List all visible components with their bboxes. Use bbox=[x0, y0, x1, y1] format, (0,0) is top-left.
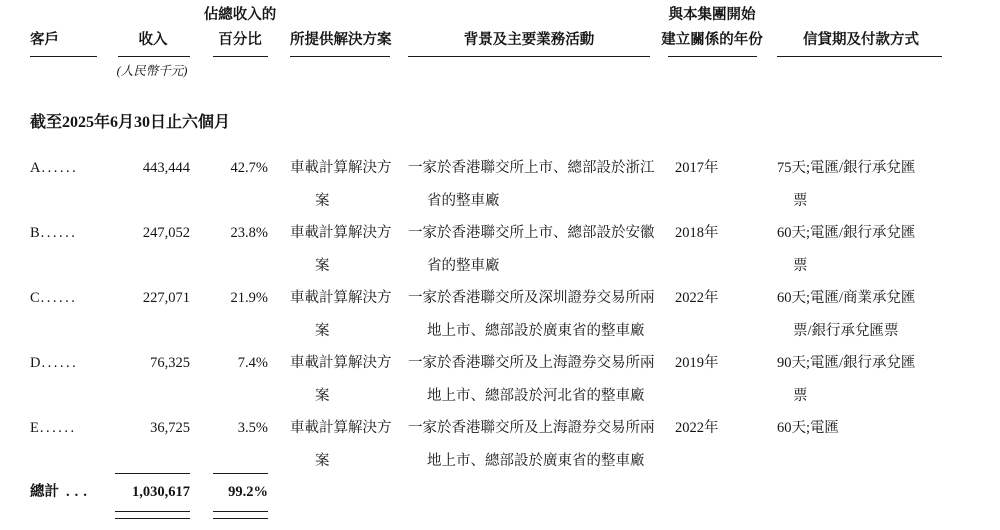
year-cell: 2017年 bbox=[675, 160, 719, 176]
leader-dots: ...... bbox=[40, 290, 78, 306]
percent-cell: 3.5% bbox=[237, 420, 268, 436]
year-cell: 2019年 bbox=[675, 355, 719, 371]
background-line: 一家於香港聯交所及上海證券交易所兩 bbox=[408, 355, 655, 371]
credit-line: 75天;電匯/銀行承兌匯 bbox=[777, 160, 916, 176]
credit-cell bbox=[777, 282, 942, 348]
total-row bbox=[0, 476, 1000, 509]
credit-line: 票 bbox=[793, 258, 808, 274]
divider bbox=[115, 511, 190, 512]
background-cell bbox=[408, 152, 655, 218]
solution-line: 案 bbox=[315, 388, 330, 404]
background-line: 地上市、總部設於河北省的整車廠 bbox=[427, 388, 645, 404]
customer-letter: B bbox=[30, 225, 40, 241]
divider bbox=[213, 56, 268, 57]
credit-line: 60天;電匯 bbox=[777, 420, 840, 436]
col-header-year-line2: 建立關係的年份 bbox=[661, 32, 763, 48]
solution-cell bbox=[290, 152, 390, 218]
credit-line: 60天;電匯/商業承兌匯 bbox=[777, 290, 916, 306]
percent-cell: 23.8% bbox=[230, 225, 268, 241]
credit-line: 票 bbox=[793, 193, 808, 209]
credit-cell bbox=[777, 347, 942, 413]
total-label-cell bbox=[30, 476, 120, 509]
customer-cell bbox=[30, 347, 97, 380]
total-percent-cell: 99.2% bbox=[228, 484, 268, 500]
leader-dots: ... bbox=[66, 484, 92, 500]
table-row bbox=[0, 347, 1000, 412]
col-header-solution: 所提供解決方案 bbox=[290, 32, 392, 48]
credit-cell bbox=[777, 217, 942, 283]
divider bbox=[115, 518, 190, 519]
customer-cell bbox=[30, 217, 97, 250]
background-cell bbox=[408, 412, 655, 478]
background-line: 地上市、總部設於廣東省的整車廠 bbox=[427, 453, 645, 469]
solution-line: 車載計算解決方 bbox=[290, 160, 392, 176]
table-row bbox=[0, 282, 1000, 347]
divider bbox=[213, 473, 268, 474]
customer-letter: C bbox=[30, 290, 40, 306]
solution-line: 車載計算解決方 bbox=[290, 355, 392, 371]
revenue-cell: 247,052 bbox=[142, 225, 190, 241]
solution-line: 案 bbox=[315, 258, 330, 274]
col-header-credit: 信貸期及付款方式 bbox=[803, 32, 919, 48]
col-header-year-line1: 與本集團開始 bbox=[668, 7, 756, 23]
solution-line: 車載計算解決方 bbox=[290, 290, 392, 306]
currency-unit-note: (人民幣千元) bbox=[116, 64, 188, 78]
background-line: 一家於香港聯交所上市、總部設於浙江 bbox=[408, 160, 655, 176]
credit-line: 60天;電匯/銀行承兌匯 bbox=[777, 225, 916, 241]
customer-cell bbox=[30, 412, 97, 445]
year-cell: 2022年 bbox=[675, 420, 719, 436]
solution-line: 案 bbox=[315, 193, 330, 209]
solution-cell bbox=[290, 347, 390, 413]
percent-cell: 21.9% bbox=[230, 290, 268, 306]
year-cell: 2018年 bbox=[675, 225, 719, 241]
background-line: 一家於香港聯交所及上海證券交易所兩 bbox=[408, 420, 655, 436]
divider bbox=[213, 511, 268, 512]
credit-cell bbox=[777, 152, 942, 218]
percent-cell: 7.4% bbox=[237, 355, 268, 371]
background-line: 省的整車廠 bbox=[427, 258, 500, 274]
revenue-cell: 76,325 bbox=[150, 355, 190, 371]
leader-dots: ...... bbox=[40, 225, 78, 241]
customer-letter: A bbox=[30, 160, 41, 176]
solution-line: 車載計算解決方 bbox=[290, 225, 392, 241]
customer-cell bbox=[30, 152, 97, 185]
background-line: 一家於香港聯交所及深圳證券交易所兩 bbox=[408, 290, 655, 306]
background-line: 一家於香港聯交所上市、總部設於安徽 bbox=[408, 225, 655, 241]
revenue-cell: 443,444 bbox=[142, 160, 190, 176]
background-line: 省的整車廠 bbox=[427, 193, 500, 209]
background-cell bbox=[408, 217, 655, 283]
credit-line: 票/銀行承兌匯票 bbox=[793, 323, 899, 339]
divider bbox=[290, 56, 390, 57]
customer-letter: E bbox=[30, 420, 39, 436]
customer-cell bbox=[30, 282, 97, 315]
table-row bbox=[0, 217, 1000, 282]
col-header-percent-line2: 百分比 bbox=[218, 32, 262, 48]
divider bbox=[668, 56, 757, 57]
leader-dots: ...... bbox=[41, 160, 79, 176]
divider bbox=[118, 56, 190, 57]
background-line: 地上市、總部設於廣東省的整車廠 bbox=[427, 323, 645, 339]
table-row bbox=[0, 152, 1000, 217]
total-revenue-cell: 1,030,617 bbox=[132, 484, 190, 500]
section-title: 截至2025年6月30日止六個月 bbox=[30, 114, 231, 131]
total-label: 總計 bbox=[30, 484, 59, 500]
col-header-customer: 客戶 bbox=[30, 32, 59, 48]
credit-line: 票 bbox=[793, 388, 808, 404]
revenue-cell: 36,725 bbox=[150, 420, 190, 436]
divider bbox=[777, 56, 942, 57]
divider bbox=[408, 56, 650, 57]
revenue-cell: 227,071 bbox=[142, 290, 190, 306]
divider bbox=[30, 56, 97, 57]
col-header-percent-line1: 佔總收入的 bbox=[203, 7, 277, 23]
leader-dots: ...... bbox=[41, 355, 79, 371]
background-cell bbox=[408, 282, 655, 348]
solution-cell bbox=[290, 412, 390, 478]
solution-line: 車載計算解決方 bbox=[290, 420, 392, 436]
divider bbox=[213, 518, 268, 519]
credit-cell bbox=[777, 412, 942, 445]
solution-line: 案 bbox=[315, 323, 330, 339]
background-cell bbox=[408, 347, 655, 413]
solution-cell bbox=[290, 217, 390, 283]
table-row bbox=[0, 412, 1000, 477]
solution-line: 案 bbox=[315, 453, 330, 469]
credit-line: 90天;電匯/銀行承兌匯 bbox=[777, 355, 916, 371]
solution-cell bbox=[290, 282, 390, 348]
col-header-revenue: 收入 bbox=[138, 32, 168, 48]
year-cell: 2022年 bbox=[675, 290, 719, 306]
percent-cell: 42.7% bbox=[230, 160, 268, 176]
col-header-background: 背景及主要業務活動 bbox=[463, 32, 595, 48]
divider bbox=[115, 473, 190, 474]
customer-letter: D bbox=[30, 355, 41, 371]
leader-dots: ...... bbox=[39, 420, 77, 436]
